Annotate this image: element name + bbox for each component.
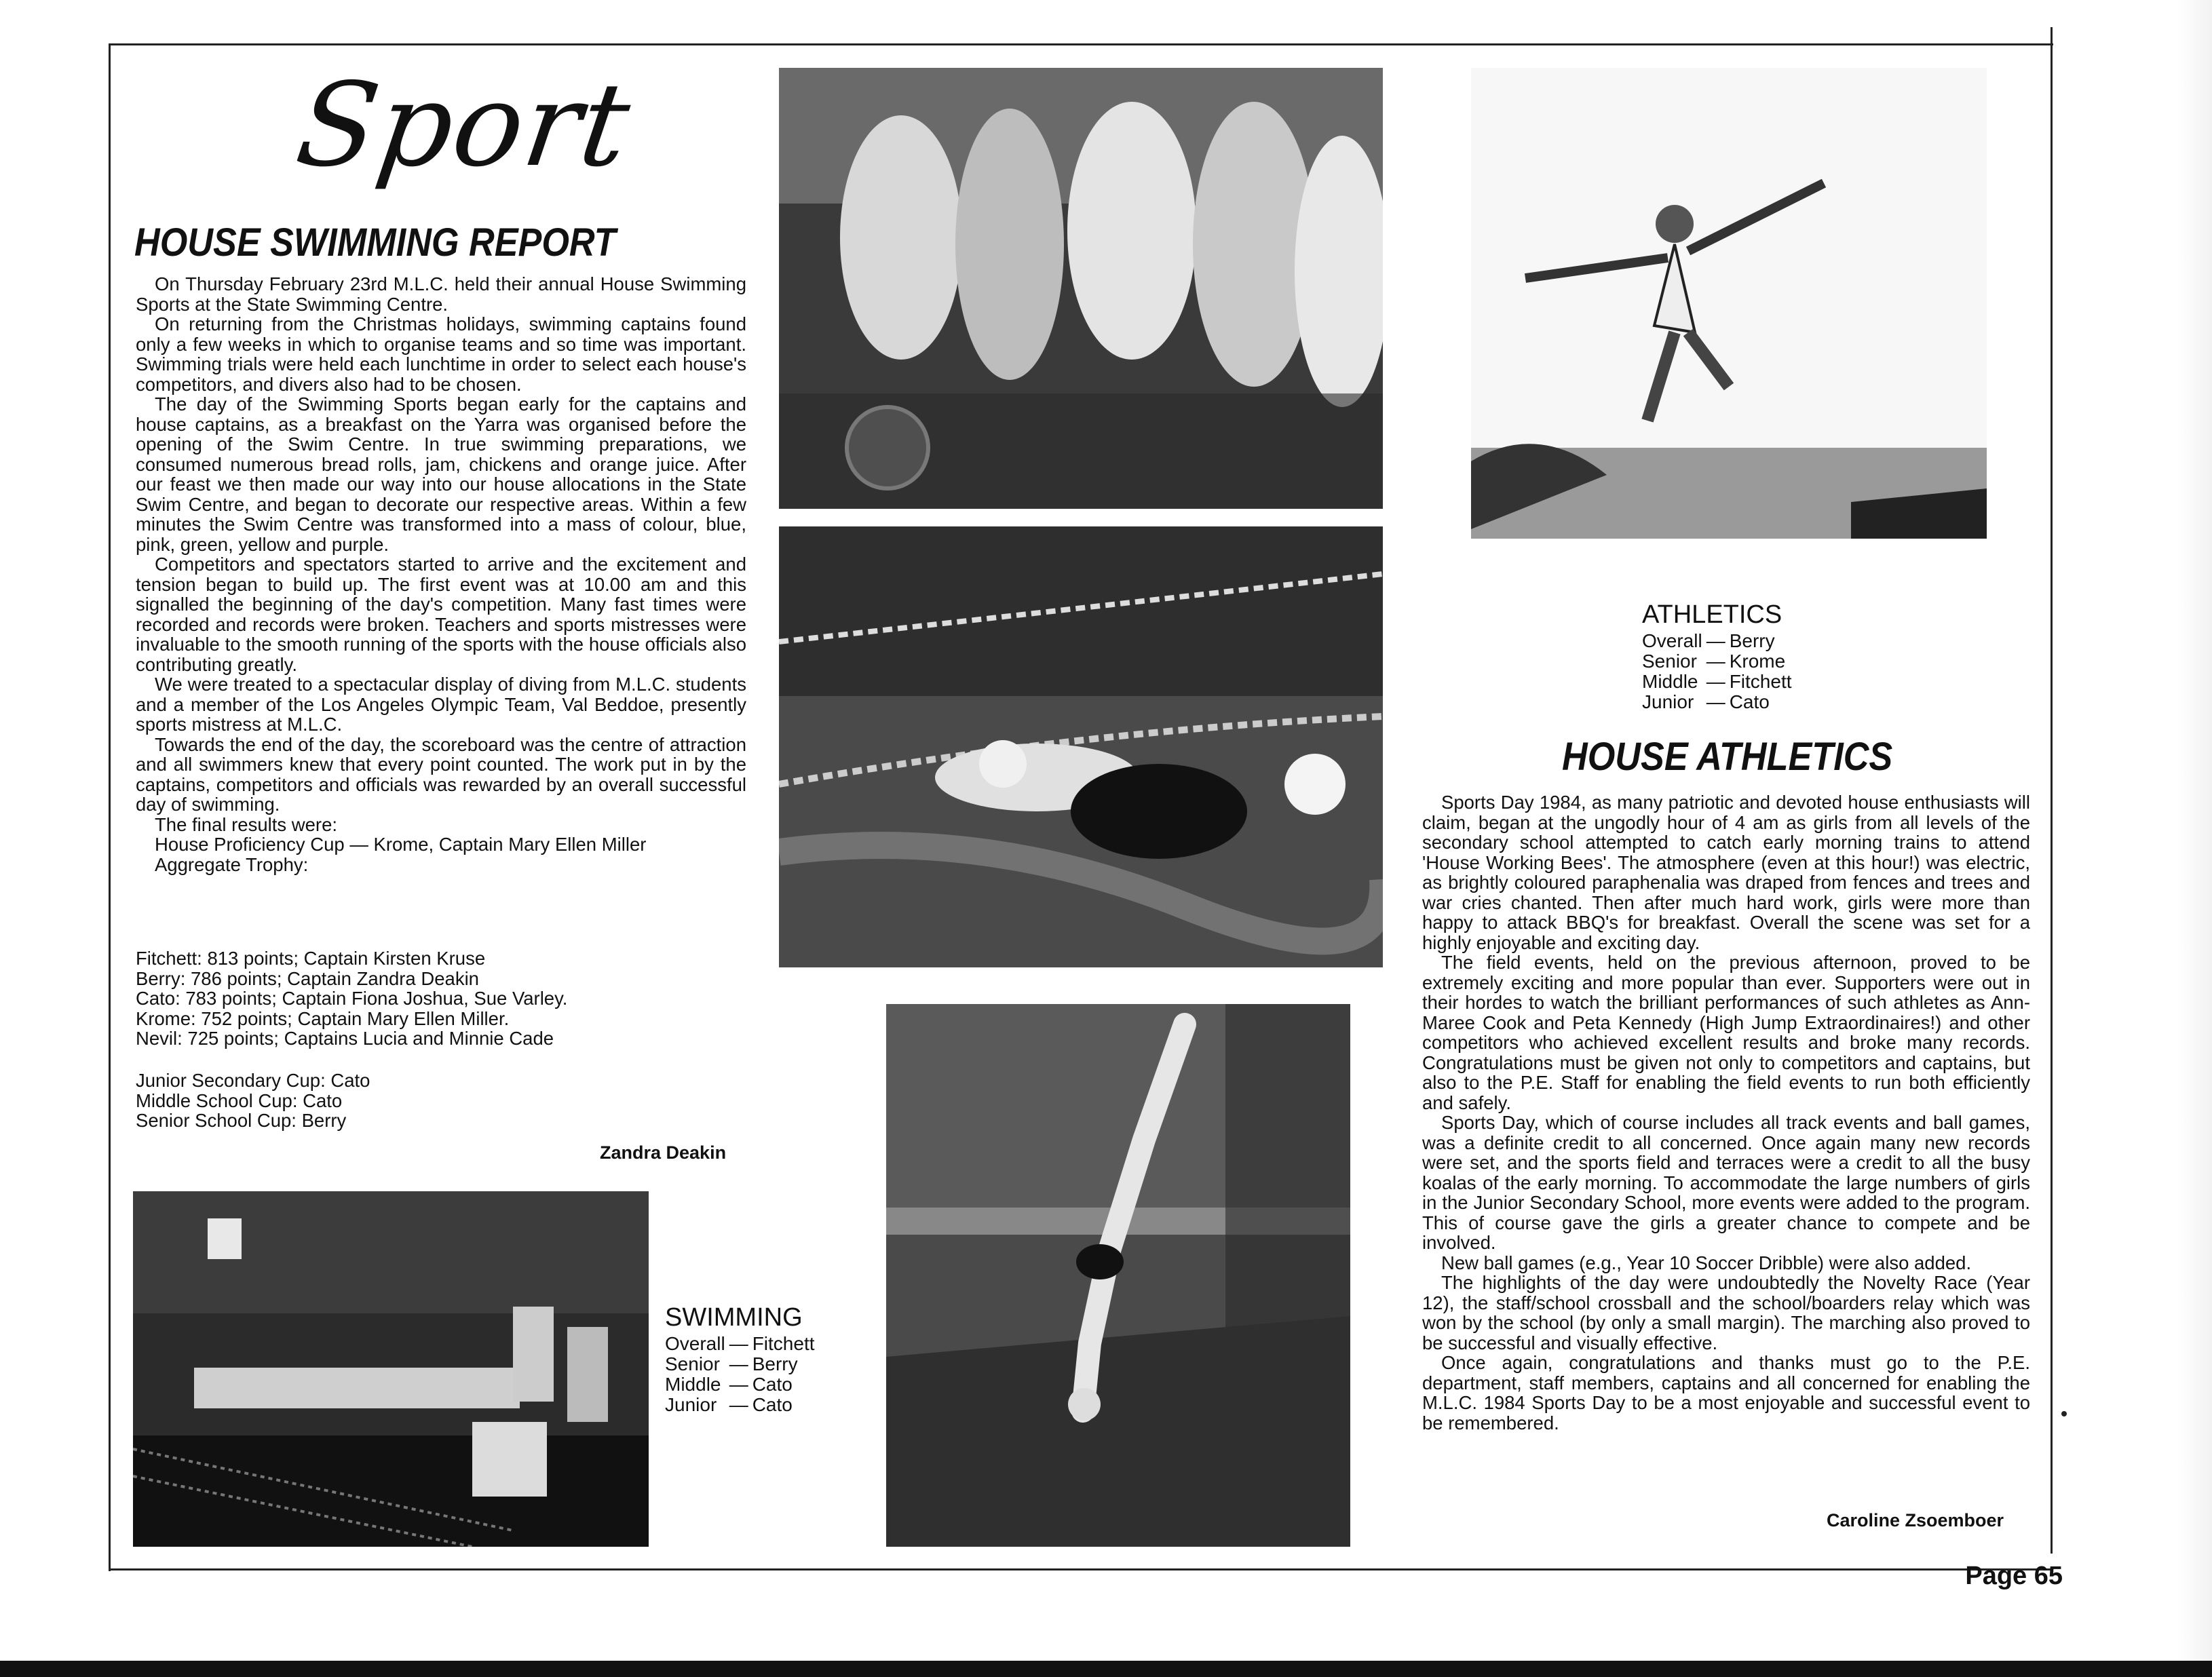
results-dash: — xyxy=(729,1353,748,1374)
points-row: Nevil: 725 points; Captains Lucia and Minnie Cade xyxy=(136,1028,554,1049)
results-label: Middle xyxy=(1642,671,1698,692)
paragraph: Aggregate Trophy: xyxy=(155,853,309,875)
results-dash: — xyxy=(1706,651,1725,672)
diver-photo xyxy=(886,1004,1350,1547)
paragraph: Sports Day 1984, as many patriotic and devoted house enthusiasts will claim, began at the ungodly hour of 4 am as girls from all levels of the secondary school attempted to catch early morning trains to attend 'House Working Bees'. The atmosphere (even at this hour!) was electric, as brightly coloured paraphenalia was draped from fences and trees and war cries chanted. Then after much hard work, girls were more than happy to attack BBQ's for breakfast. Overall the scene was set for a highly enjoyable and exciting day. xyxy=(1422,792,2030,953)
paragraph: We were treated to a spectacular display of diving from M.L.C. students and a member of the Los Angeles Olympic Team, Val Beddoe, presently sports mistress at M.L.C. xyxy=(136,674,746,735)
paragraph: Competitors and spectators started to arrive and the excitement and tension began to build up. The first event was at 10.00 am and this signalled the beginning of the day's competition. Many fast times were recorded and records were broken. Teachers and sports mistresses were invaluable to the smooth running of the sports with the house officials also contributing greatly. xyxy=(136,554,746,675)
cheering-crowd-photo xyxy=(779,68,1383,509)
results-dash: — xyxy=(729,1394,748,1415)
swimmers-pool-photo xyxy=(779,526,1383,967)
results-row xyxy=(1642,651,1796,672)
results-row xyxy=(665,1395,819,1415)
results-label: Junior xyxy=(665,1394,717,1415)
paragraph: The day of the Swimming Sports began early for the captains and house captains, as a breakfast on the Yarra was organised before the opening of the Swim Centre. In true swimming preparations, we consumed numerous bread rolls, jam, chickens and orange juice. After our feast we then made our way into our house allocations in the State Swim Centre, and began to decorate our respective areas. Within a few minutes the Swim Centre was transformed into a mass of colour, blue, pink, green, yellow and purple. xyxy=(136,393,746,555)
results-dash: — xyxy=(729,1374,748,1395)
results-row xyxy=(665,1354,819,1374)
results-value: Fitchett xyxy=(1729,671,1792,692)
points-row: Berry: 786 points; Captain Zandra Deakin xyxy=(136,967,479,989)
results-value: Cato xyxy=(752,1394,793,1415)
paragraph: Towards the end of the day, the scoreboard was the centre of attraction and all swimmers knew that every point counted. The work put in by the captains, competitors and officials was rewarded by an overall successful day of swimming. xyxy=(136,733,746,815)
athletics-report-heading: HOUSE ATHLETICS xyxy=(1562,735,1893,779)
results-label: Overall xyxy=(1642,630,1702,651)
swimming-report-heading: HOUSE SWIMMING REPORT xyxy=(134,220,616,265)
cup-row: Middle School Cup: Cato xyxy=(136,1090,343,1111)
results-label: Senior xyxy=(1642,651,1697,672)
points-row: Krome: 752 points; Captain Mary Ellen Miller. xyxy=(136,1007,510,1029)
results-value: Fitchett xyxy=(752,1333,815,1354)
paragraph: On Thursday February 23rd M.L.C. held their annual House Swimming Sports at the State Swimming Centre. xyxy=(136,273,746,315)
paragraph: Once again, congratulations and thanks must go to the P.E. department, staff members, captains and all concerned for enabling the M.L.C. 1984 Sports Day to be a most enjoyable and successful event to be remembered. xyxy=(1422,1352,2030,1433)
athlete-jumping-photo xyxy=(1471,68,1987,539)
athletics-report-body xyxy=(1422,792,2030,1433)
paragraph: The field events, held on the previous afternoon, proved to be extremely exciting and more popular than ever. Supporters were out in their hordes to watch the brilliant performances of such athletes as Ann-Maree Cook and Peta Kennedy (High Jump Extraordinaires!) and other competitors who achieved excellent results and broke many records. Congratulations must be given not only to competitors and captains, but also to the P.E. Staff for enabling the field events to run both efficiently and safely. xyxy=(1422,952,2030,1113)
results-row xyxy=(1642,672,1796,692)
results-value: Cato xyxy=(752,1374,793,1395)
paragraph: On returning from the Christmas holidays, swimming captains found only a few weeks in which to organise teams and so time was important. Swimming trials were held each lunchtime in order to select each house's competitors, and divers also had to be chosen. xyxy=(136,313,746,395)
page-title: Sport xyxy=(289,58,639,193)
page-border-top xyxy=(109,43,2053,45)
aggregate-points-list xyxy=(136,948,567,1049)
cups-list xyxy=(136,1071,370,1131)
athletics-report-author: Caroline Zsoemboer xyxy=(1827,1510,2004,1530)
page-edge xyxy=(2178,0,2212,1677)
page-border-bottom xyxy=(109,1568,2053,1570)
points-row: Cato: 783 points; Captain Fiona Joshua, Sue Varley. xyxy=(136,988,568,1009)
scan-bottom-band xyxy=(0,1661,2212,1677)
paragraph: The final results were: xyxy=(155,813,337,835)
results-label: Junior xyxy=(1642,691,1694,712)
swimming-report-body xyxy=(136,274,746,874)
page-border-right xyxy=(2051,27,2053,1554)
athletics-results-table xyxy=(1642,631,1796,712)
points-row: Fitchett: 813 points; Captain Kirsten Kruse xyxy=(136,948,486,969)
results-row xyxy=(1642,631,1796,651)
results-row xyxy=(665,1334,819,1354)
results-row xyxy=(1642,692,1796,712)
results-dash: — xyxy=(1706,630,1725,651)
results-row xyxy=(665,1374,819,1395)
results-dash: — xyxy=(1706,671,1725,692)
paragraph: House Proficiency Cup — Krome, Captain Mary Ellen Miller xyxy=(155,834,647,855)
swimming-report-author: Zandra Deakin xyxy=(600,1142,727,1163)
swimming-results-table xyxy=(665,1334,819,1415)
results-value: Berry xyxy=(1729,630,1775,651)
results-value: Cato xyxy=(1729,691,1770,712)
paragraph: Sports Day, which of course includes all track events and ball games, was a definite credit to all concerned. Once again many new records were set, and the sports field and terraces were a credit to all the busy koalas of the early morning. To accommodate the large numbers of girls in the Junior Secondary School, more events were added to the program. This of course gave the girls a greater chance to compete and be involved. xyxy=(1422,1112,2030,1253)
results-label: Overall xyxy=(665,1333,725,1354)
results-dash: — xyxy=(729,1333,748,1354)
cup-row: Junior Secondary Cup: Cato xyxy=(136,1070,370,1091)
cup-row: Senior School Cup: Berry xyxy=(136,1110,347,1131)
paragraph: New ball games (e.g., Year 10 Soccer Dribble) were also added. xyxy=(1441,1252,1972,1273)
results-value: Berry xyxy=(752,1353,798,1374)
margin-dot xyxy=(2061,1411,2067,1416)
starting-blocks-photo xyxy=(133,1191,649,1547)
athletics-results-title: ATHLETICS xyxy=(1642,600,1782,629)
swimming-results-title: SWIMMING xyxy=(665,1303,803,1332)
page-number: Page 65 xyxy=(1965,1562,2063,1590)
results-dash: — xyxy=(1706,691,1725,712)
results-label: Middle xyxy=(665,1374,721,1395)
results-value: Krome xyxy=(1729,651,1786,672)
paragraph: The highlights of the day were undoubtedly the Novelty Race (Year 12), the staff/school crossball and the school/boarders relay which was won by the school (by only a small margin). The marching also proved to be successful and visually effective. xyxy=(1422,1272,2030,1353)
results-label: Senior xyxy=(665,1353,720,1374)
page-border-left xyxy=(109,43,111,1571)
